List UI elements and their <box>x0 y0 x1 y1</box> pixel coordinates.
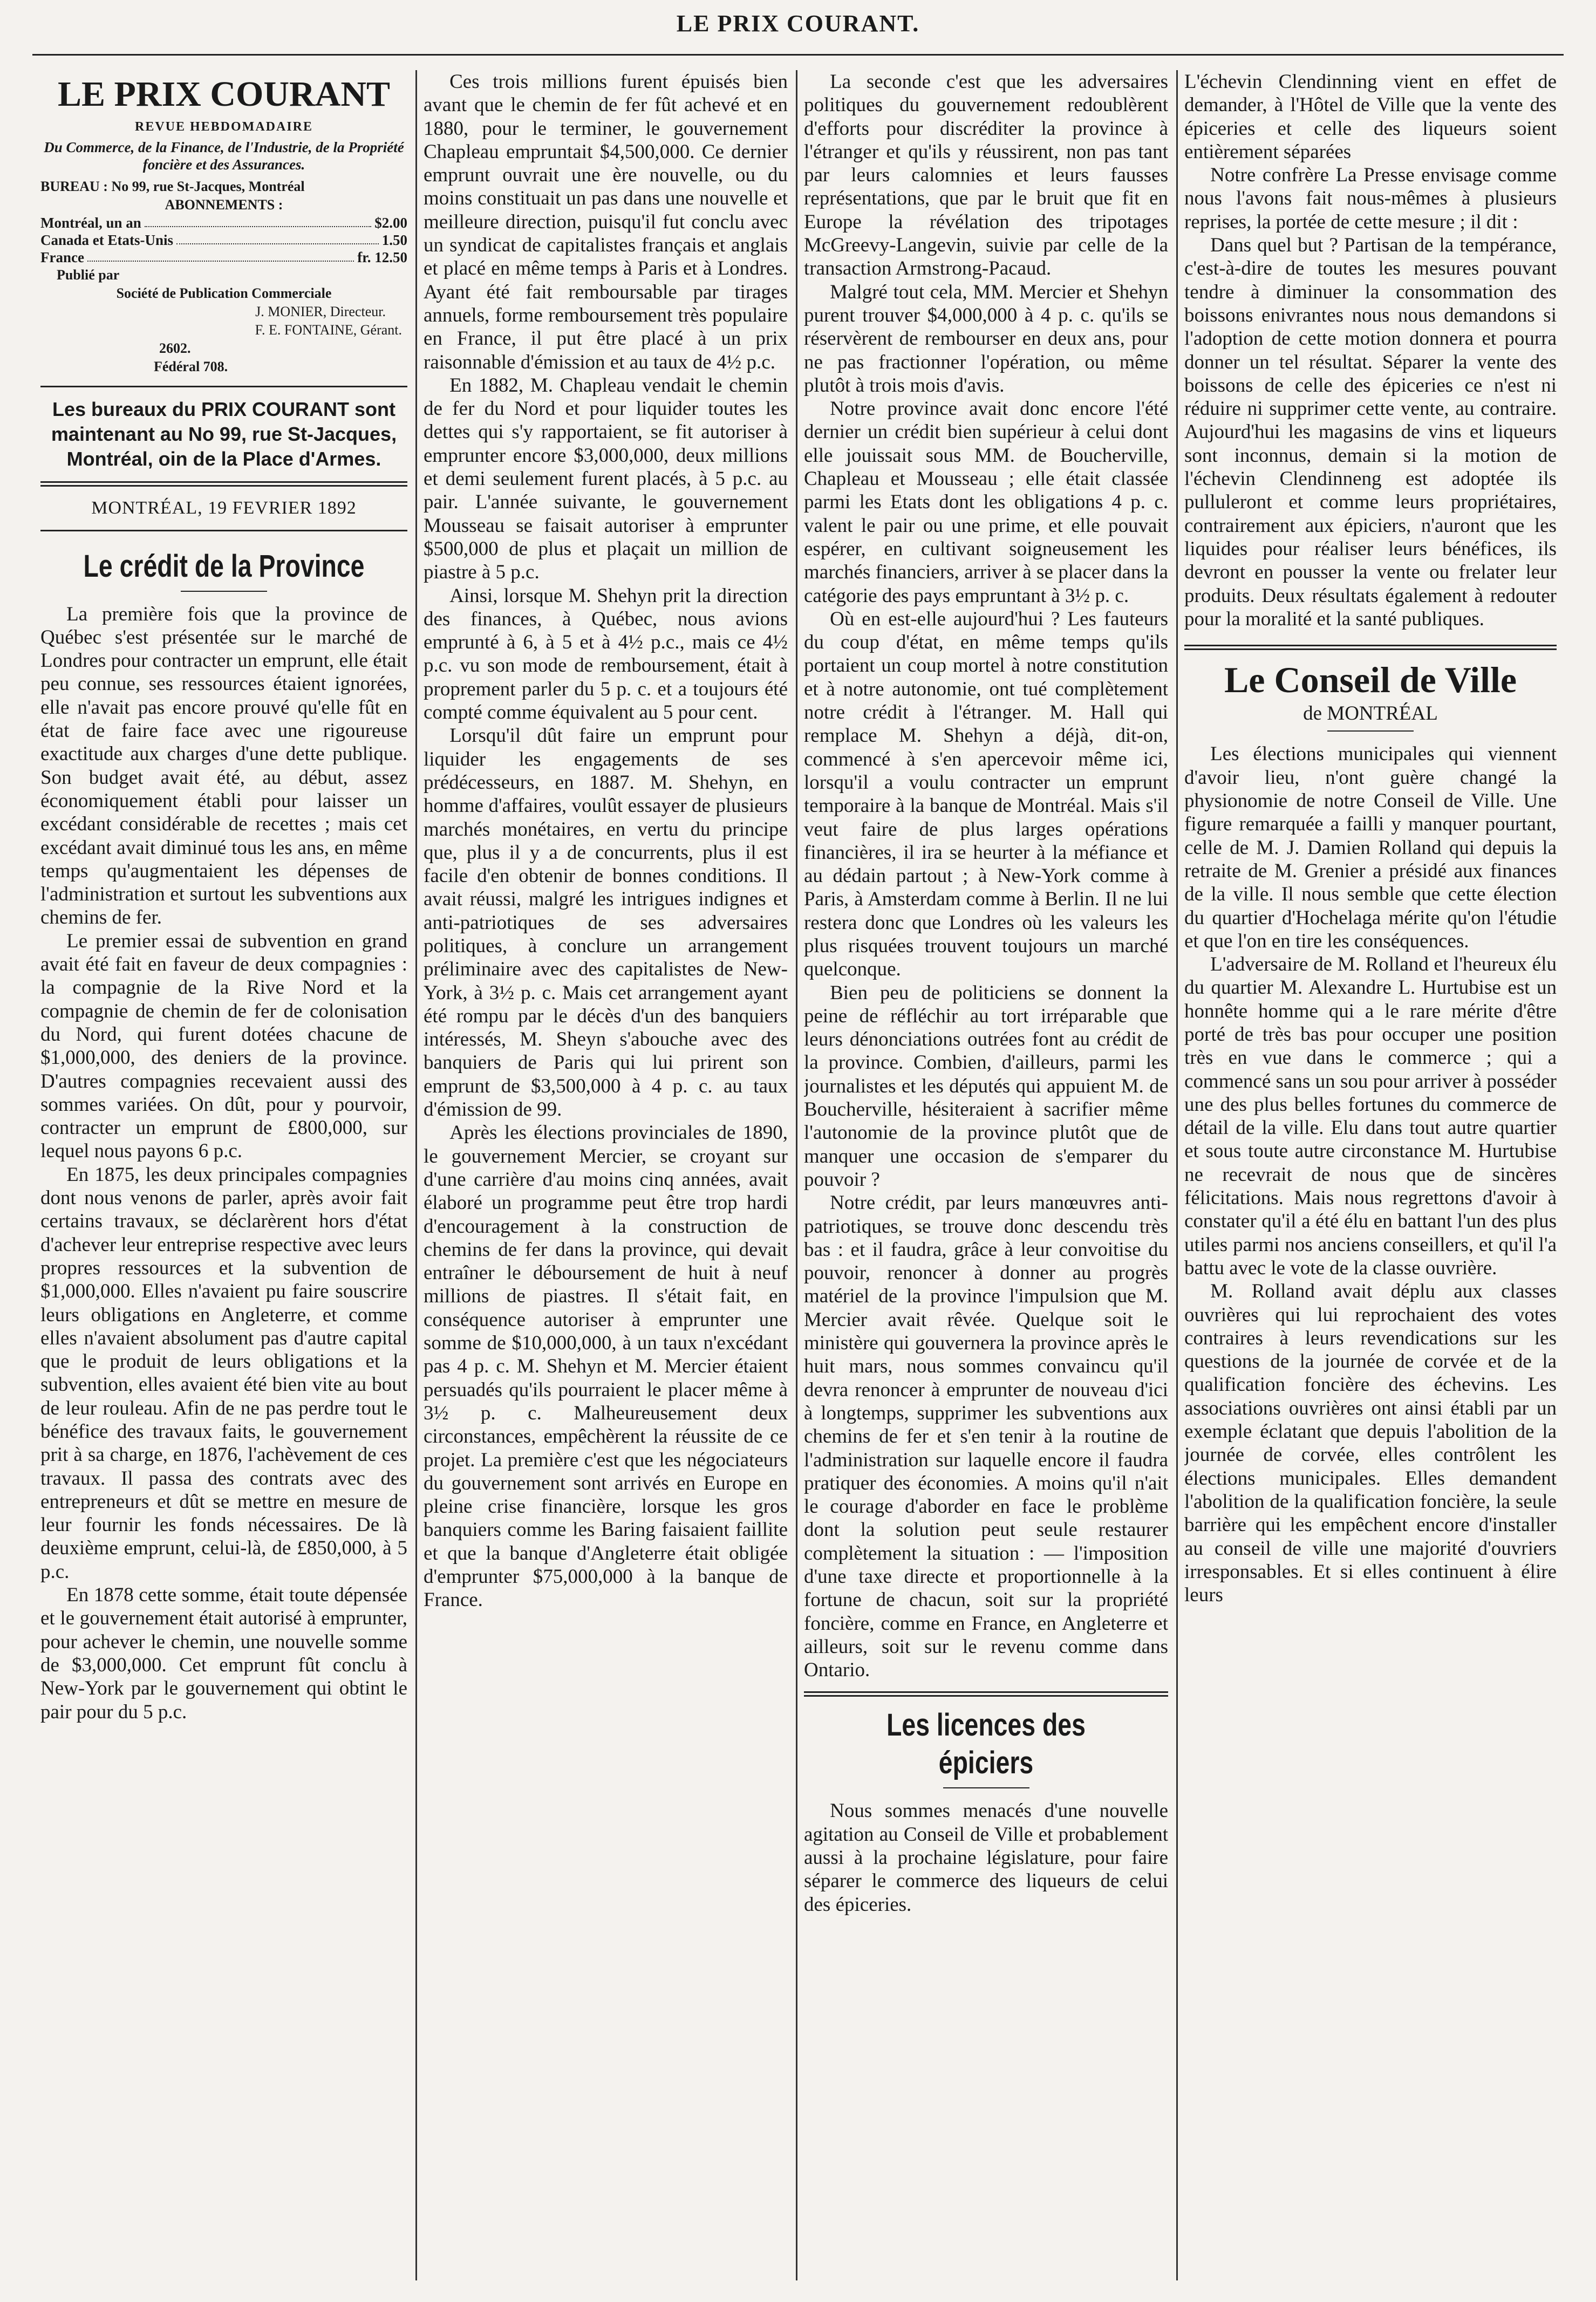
rate-label: Montréal, un an <box>40 215 141 231</box>
masthead-title: LE PRIX COURANT <box>57 74 391 114</box>
paragraph: Ces trois millions furent épuisés bien avant que le chemin de fer fût achevé et en 1880, pour le terminer, le gouvernement Chapleau empruntait $4,500,000. Ce dernier emprunt ouvrait une ère nouvelle, ou du moins constituait un pas dans une nouvelle et meilleure direction, puisqu'il fut conclu avec un syndicat de capitalistes français et anglais et placé en même temps à Paris et à Londres. Ayant été fait remboursable par tirages annuels, forme remboursement très populaire en France, il put être placé à un prix raisonnable d'émission et au taux de 4½ p.c. <box>424 71 788 373</box>
paragraph: En 1882, M. Chapleau vendait le chemin de fer du Nord et pour liquider toutes les dettes qui s'y rapportaient, se fit autoriser à emprunter encore $3,000,000, deux millions et demi seulement furent placés, à 5 p.c. au pair. L'année suivante, le gouvernement Mousseau se faisait autoriser à emprunter $500,000 de plus et plaçait un million de piastre à 5 p.c. <box>424 374 788 584</box>
column-rule <box>796 70 797 2280</box>
paragraph: L'adversaire de M. Rolland et l'heureux élu du quartier M. Alexandre L. Hurtubise est un honnête homme qui a le rare mérite d'être porté de très bas pour occuper une position très en vue dans le commerce ; qui a commencé sans un sou pour arriver à posséder une des plus belles fortunes du commerce de détail de la ville. Elu dans tout autre quartier et sous toute autre circonstance M. Hurtubise ne recevrait de nous que de sincères félicitations. Mais nous regrettons d'avoir à constater qu'il a été élu en battant l'un des plus utiles parmi nos anciens conseillers, et qu'il l'a battu avec le vote de la classe ouvrière. <box>1184 953 1557 1279</box>
paragraph: En 1875, les deux principales compagnies dont nous venons de parler, après avoir fait certains travaux, se déclarèrent hors d'état d'achever leur entreprise respective avec leurs propres ressources et la subvention de $1,000,000. Elles n'avaient pu faire souscrire leurs obligations en Angleterre, et comme elles n'avaient absolument pas d'autre capital que le produit de leurs obligations et la subvention, elles avaient été bien vite au bout de leur rouleau. Afin de ne pas perdre tout le bénéfice des travaux faits, le gouvernement prit à sa charge, en 1876, l'achèvement de ces travaux. Il passa des contrats avec des entrepreneurs et dût se mettre en mesure de leur fournir les fonds nécessaires. De là deuxième emprunt, celui-là, de £850,000, à 5 p.c. <box>40 1163 407 1583</box>
paragraph: Après les élections provinciales de 1890, le gouvernement Mercier, se croyant sur d'une carrière d'au moins cinq années, avait élaboré un programme peut être trop hardi d'encouragement à la construction de chemins de fer dans la province, qui devait entraîner le déboursement de huit à neuf millions de piastres. Il s'était fait, en conséquence autoriser à emprunter une somme de $10,000,000, à un taux n'excédant pas 4 p. c. M. Shehyn et M. Mercier étaient persuadés qu'ils pourraient le placer même à 3½ p. c. Malheureusement deux circonstances, empêchèrent la réussite de ce projet. La première c'est que les négociateurs du gouvernement sont arrivés en Europe en pleine crise financière, lorsque les gros banquiers comme les Baring faisaient faillite et que la banque d'Angleterre était obligée d'emprunter $75,000,000 à la banque de France. <box>424 1122 788 1611</box>
societe: Société de Publication Commerciale <box>116 285 332 302</box>
paragraph: La seconde c'est que les adversaires politiques du gouvernement redoublèrent d'efforts pour discréditer la province à l'étranger et qu'ils y réussirent, non pas tant par leurs calomnies et leurs fausses représentations, que par le bruit que fit en Europe la révélation des tripotages McGreevy-Langevin, suivie par celle de la transaction Armstrong-Pacaud. <box>804 71 1168 280</box>
rate-price: $2.00 <box>374 215 407 231</box>
directeur: J. MONIER, Directeur. <box>255 304 386 320</box>
paragraph: En 1878 cette somme, était toute dépensée et le gouvernement était autorisé à emprunter, pour achever le chemin, une nouvelle somme de $3,000,000. Cet emprunt fût conclu à New-York par le gouvernement qui obtint le pair pour du 5 p.c. <box>40 1584 407 1723</box>
rate-label: France <box>40 249 84 266</box>
rate-price: fr. 12.50 <box>357 249 407 266</box>
title-rule <box>1327 730 1414 732</box>
column-1 <box>40 70 407 2280</box>
column-3 <box>804 70 1168 2280</box>
rate-row <box>40 249 407 266</box>
masthead-subtitle: REVUE HEBDOMADAIRE <box>134 120 313 134</box>
article-title: Les licences des épiciers <box>886 1707 1086 1781</box>
paragraph: M. Rolland avait déplu aux classes ouvrières qui lui reprochaient des votes contraires à leurs revendications sur les questions de la journée de corvée et de la qualification foncière des échevins. Les associations ouvrières ont ainsi établi par un exemple éclatant que depuis l'abolition de la journée de corvée, elles contrôlent les élections municipales. Elles demandent l'abolition de la qualification foncière, la seule barrière qui les empêchent encore d'installer au conseil de ville une majorité d'ouvriers irresponsables. Et si elles continuent à élire leurs <box>1184 1280 1557 1607</box>
phone-2: Fédéral 708. <box>154 359 228 375</box>
rate-row <box>40 214 407 231</box>
paragraph: Dans quel but ? Partisan de la tempérance, c'est-à-dire de toutes les mesures pouvant tendre à diminuer la consommation des boissons enivrantes nous nous demandons si l'adoption de cette motion donnera et pourra donner un tel résultat. Séparer la vente des boissons de celle des épiceries ce n'est ni réduire ni supprimer cette vente, au contraire. Aujourd'hui les magasins de vins et liqueurs sont inconnus, demain si la motion de l'échevin Clendinneng est adoptée ils pulluleront et comme leurs propriétaires, contrairement aux épiciers, n'auront que les liquides pour réaliser leurs bénéfices, ils devront en pousser la vente ou frelater leur produits. Deux résultats également à redouter pour la moralité et la santé publiques. <box>1184 234 1557 630</box>
paragraph: Nous sommes menacés d'une nouvelle agitation au Conseil de Ville et probablement aussi à la prochaine législature, pour faire séparer le commerce des liqueurs de celui des épiceries. <box>804 1800 1168 1916</box>
masthead <box>40 73 407 376</box>
paragraph: Ainsi, lorsque M. Shehyn prit la direction des finances, à Québec, nous avions emprunté à 6, à 5 et à 4½ p.c., mais ce 4½ p.c. vu son mode de remboursement, était à proprement parler du 5 p. c. et a toujours été compté comme équivalent au 5 pour cent. <box>424 584 788 724</box>
header-rule <box>32 54 1564 56</box>
paragraph: Le premier essai de subvention en grand avait été fait en faveur de deux compagnies : la compagnie de la Rive Nord et la compagnie de chemin de fer de colonisation du Nord, qui furent dotées chacune de $1,000,000, des deniers de la province. D'autres compagnies recevaient aussi des sommes variées. On dût, pour y pourvoir, contracter un emprunt de £800,000, sur lequel nous payons 6 p.c. <box>40 930 407 1163</box>
column-rule <box>1176 70 1178 2280</box>
abonnements-label: ABONNEMENTS : <box>165 197 283 213</box>
paragraph: La première fois que la province de Québec s'est présentée sur le marché de Londres pour contracter un emprunt, elle était peu connue, ses ressources étaient ignorées, elle n'avait pas encore prouvé qu'elle fût en état de faire face avec une rigoureuse exactitude aux charges d'une dette publique. Son budget avait été, au début, assez économiquement établi pour laisser un excédant considérable de recettes ; mais cet excédant avait diminué tous les ans, en même temps qu'augmentaient les dépenses de l'administration et surtout les subventions aux chemins de fer. <box>40 603 407 929</box>
divider <box>40 481 407 487</box>
paragraph: Bien peu de politiciens se donnent la peine de réfléchir au tort irréparable que leurs dénonciations outrées font au crédit de la province. Combien, d'ailleurs, parmi les journalistes et les députés qui appuient M. de Boucherville, hésiteraient à sacrifier même l'autonomie de la province plutôt que de manquer une occasion de s'emparer du pouvoir ? <box>804 981 1168 1191</box>
rate-row <box>40 231 407 249</box>
article-subtitle: de MONTRÉAL <box>1303 702 1438 725</box>
paragraph: Les élections municipales qui viennent d'avoir lieu, n'ont guère changé la physionomie de notre Conseil de Ville. Une figure remarquée a failli y manquer pourtant, celle de M. J. Damien Rolland qui depuis la retraite de M. Grenier a présidé aux finances de la ville. Il nous semble que cette élection du quartier d'Hochelaga mérite qu'on l'étudie et que l'on en tire les conséquences. <box>1184 743 1557 952</box>
divider <box>40 386 407 387</box>
column-rule <box>415 70 417 2280</box>
rate-label: Canada et Etats-Unis <box>40 232 174 249</box>
running-head: LE PRIX COURANT. <box>676 10 920 37</box>
paragraph: Lorsqu'il dût faire un emprunt pour liquider les engagements de ses prédécesseurs, en 1887. M. Shehyn, en homme d'affaires, voulût essayer de plusieurs marchés monétaires, en vertu du principe que, plus il y a de concurrents, plus il est facile d'en obtenir de bonnes conditions. Il avait réussi, malgré les intrigues indignes et anti-patriotiques de ses adversaires politiques, à conclure un arrangement préliminaire avec des capitalistes de New-York, à 3½ p. c. Mais cet arrangement ayant été rompu par le décès d'un des banquiers intéressés, M. Sheyn s'abouche avec des banquiers de Paris qui lui prirent son emprunt de $3,500,000 à 4 p. c. au taux d'émission de 99. <box>424 725 788 1121</box>
column-2 <box>424 70 788 2280</box>
paragraph: Malgré tout cela, MM. Mercier et Shehyn purent trouver $4,000,000 à 4 p. c. qu'ils se réservèrent de rembourser en deux ans, pour ne pas fractionner l'opération, ou même plutôt à trois mois d'avis. <box>804 281 1168 397</box>
masthead-bureau: BUREAU : No 99, rue St-Jacques, Montréal <box>40 179 305 195</box>
offices-notice: Les bureaux du PRIX COURANT sont maintenant au No 99, rue St-Jacques, Montréal, oin de la Place d'Armes. <box>51 398 397 470</box>
column-4 <box>1184 70 1557 2280</box>
rate-price: 1.50 <box>381 232 407 249</box>
divider <box>804 1691 1168 1697</box>
title-rule <box>943 1787 1029 1788</box>
paragraph: Notre crédit, par leurs manœuvres anti-patriotiques, se trouve donc descendu très bas : et il faudra, grâce à leur convoitise du pouvoir, renoncer à donner au progrès matériel de la province l'impulsion que M. Mercier avait rêvée. Quelque soit le ministère qui gouvernera la province après le huit mars, nous sommes convaincu qu'il devra renoncer à emprunter de nouveau d'ici à longtemps, supprimer les subventions aux chemins de fer et s'en tenir à la routine de l'administration sur laquelle encore il faudra pratiquer des économies. A moins qu'il n'ait le courage d'aborder en face le problème dont la solution peut seule restaurer complètement la situation : — l'imposition d'une taxe directe et proportionnelle à la fortune de chacun, soit sur la propriété foncière, comme en France, en Angleterre et ailleurs, soit sur le revenu comme dans Ontario. <box>804 1192 1168 1682</box>
divider <box>40 530 407 531</box>
paragraph: L'échevin Clendinning vient en effet de demander, à l'Hôtel de Ville que la vente des épiceries et celle des liqueurs soient entièrement séparées <box>1184 71 1557 163</box>
paragraph: Notre province avait donc encore l'été dernier un crédit bien supérieur à celui dont elle jouissait sous MM. de Boucherville, Chapleau et Mousseau ; elle était classée parmi les Etats dont les obligations 4 p. c. valent le pair ou une prime, et elle pouvait espérer, en cultivant soigneusement les marchés financiers, arriver à se placer dans la catégorie des pays empruntant à 3½ p. c. <box>804 398 1168 607</box>
masthead-description: Du Commerce, de la Finance, de l'Industrie, de la Propriété foncière et des Assurances. <box>44 139 404 173</box>
dateline: MONTRÉAL, 19 FEVRIER 1892 <box>91 498 357 518</box>
divider <box>1184 645 1557 650</box>
paragraph: Où en est-elle aujourd'hui ? Les fauteurs du coup d'état, en même temps qu'ils portaient un coup mortel à notre constitution et à notre autonomie, ont tué complètement notre crédit à l'étranger. M. Hall qui remplace M. Shehyn a déjà, dit-on, commencé à s'en apercevoir même ici, lorsqu'il a voulu contracter un emprunt temporaire à la banque de Montréal. Mais s'il veut faire de plus larges opérations financières, il ira se heurter à la méfiance et au dédain partout ; à New-York comme à Paris, à Amsterdam comme à Berlin. Il ne lui restera donc que Londres où les valeurs les plus risquées trouvent toujours un marché quelconque. <box>804 607 1168 981</box>
gerant: F. E. FONTAINE, Gérant. <box>255 322 402 338</box>
paragraph: Notre confrère La Presse envisage comme nous l'avons fait nous-mêmes à plusieurs reprises, la portée de cette mesure ; il dit : <box>1184 164 1557 233</box>
article-title: Le crédit de la Province <box>83 548 365 584</box>
phone-1: 2602. <box>159 340 191 357</box>
article-title: Le Conseil de Ville <box>1224 659 1517 701</box>
publie-par: Publié par <box>57 267 120 283</box>
title-rule <box>181 591 267 592</box>
